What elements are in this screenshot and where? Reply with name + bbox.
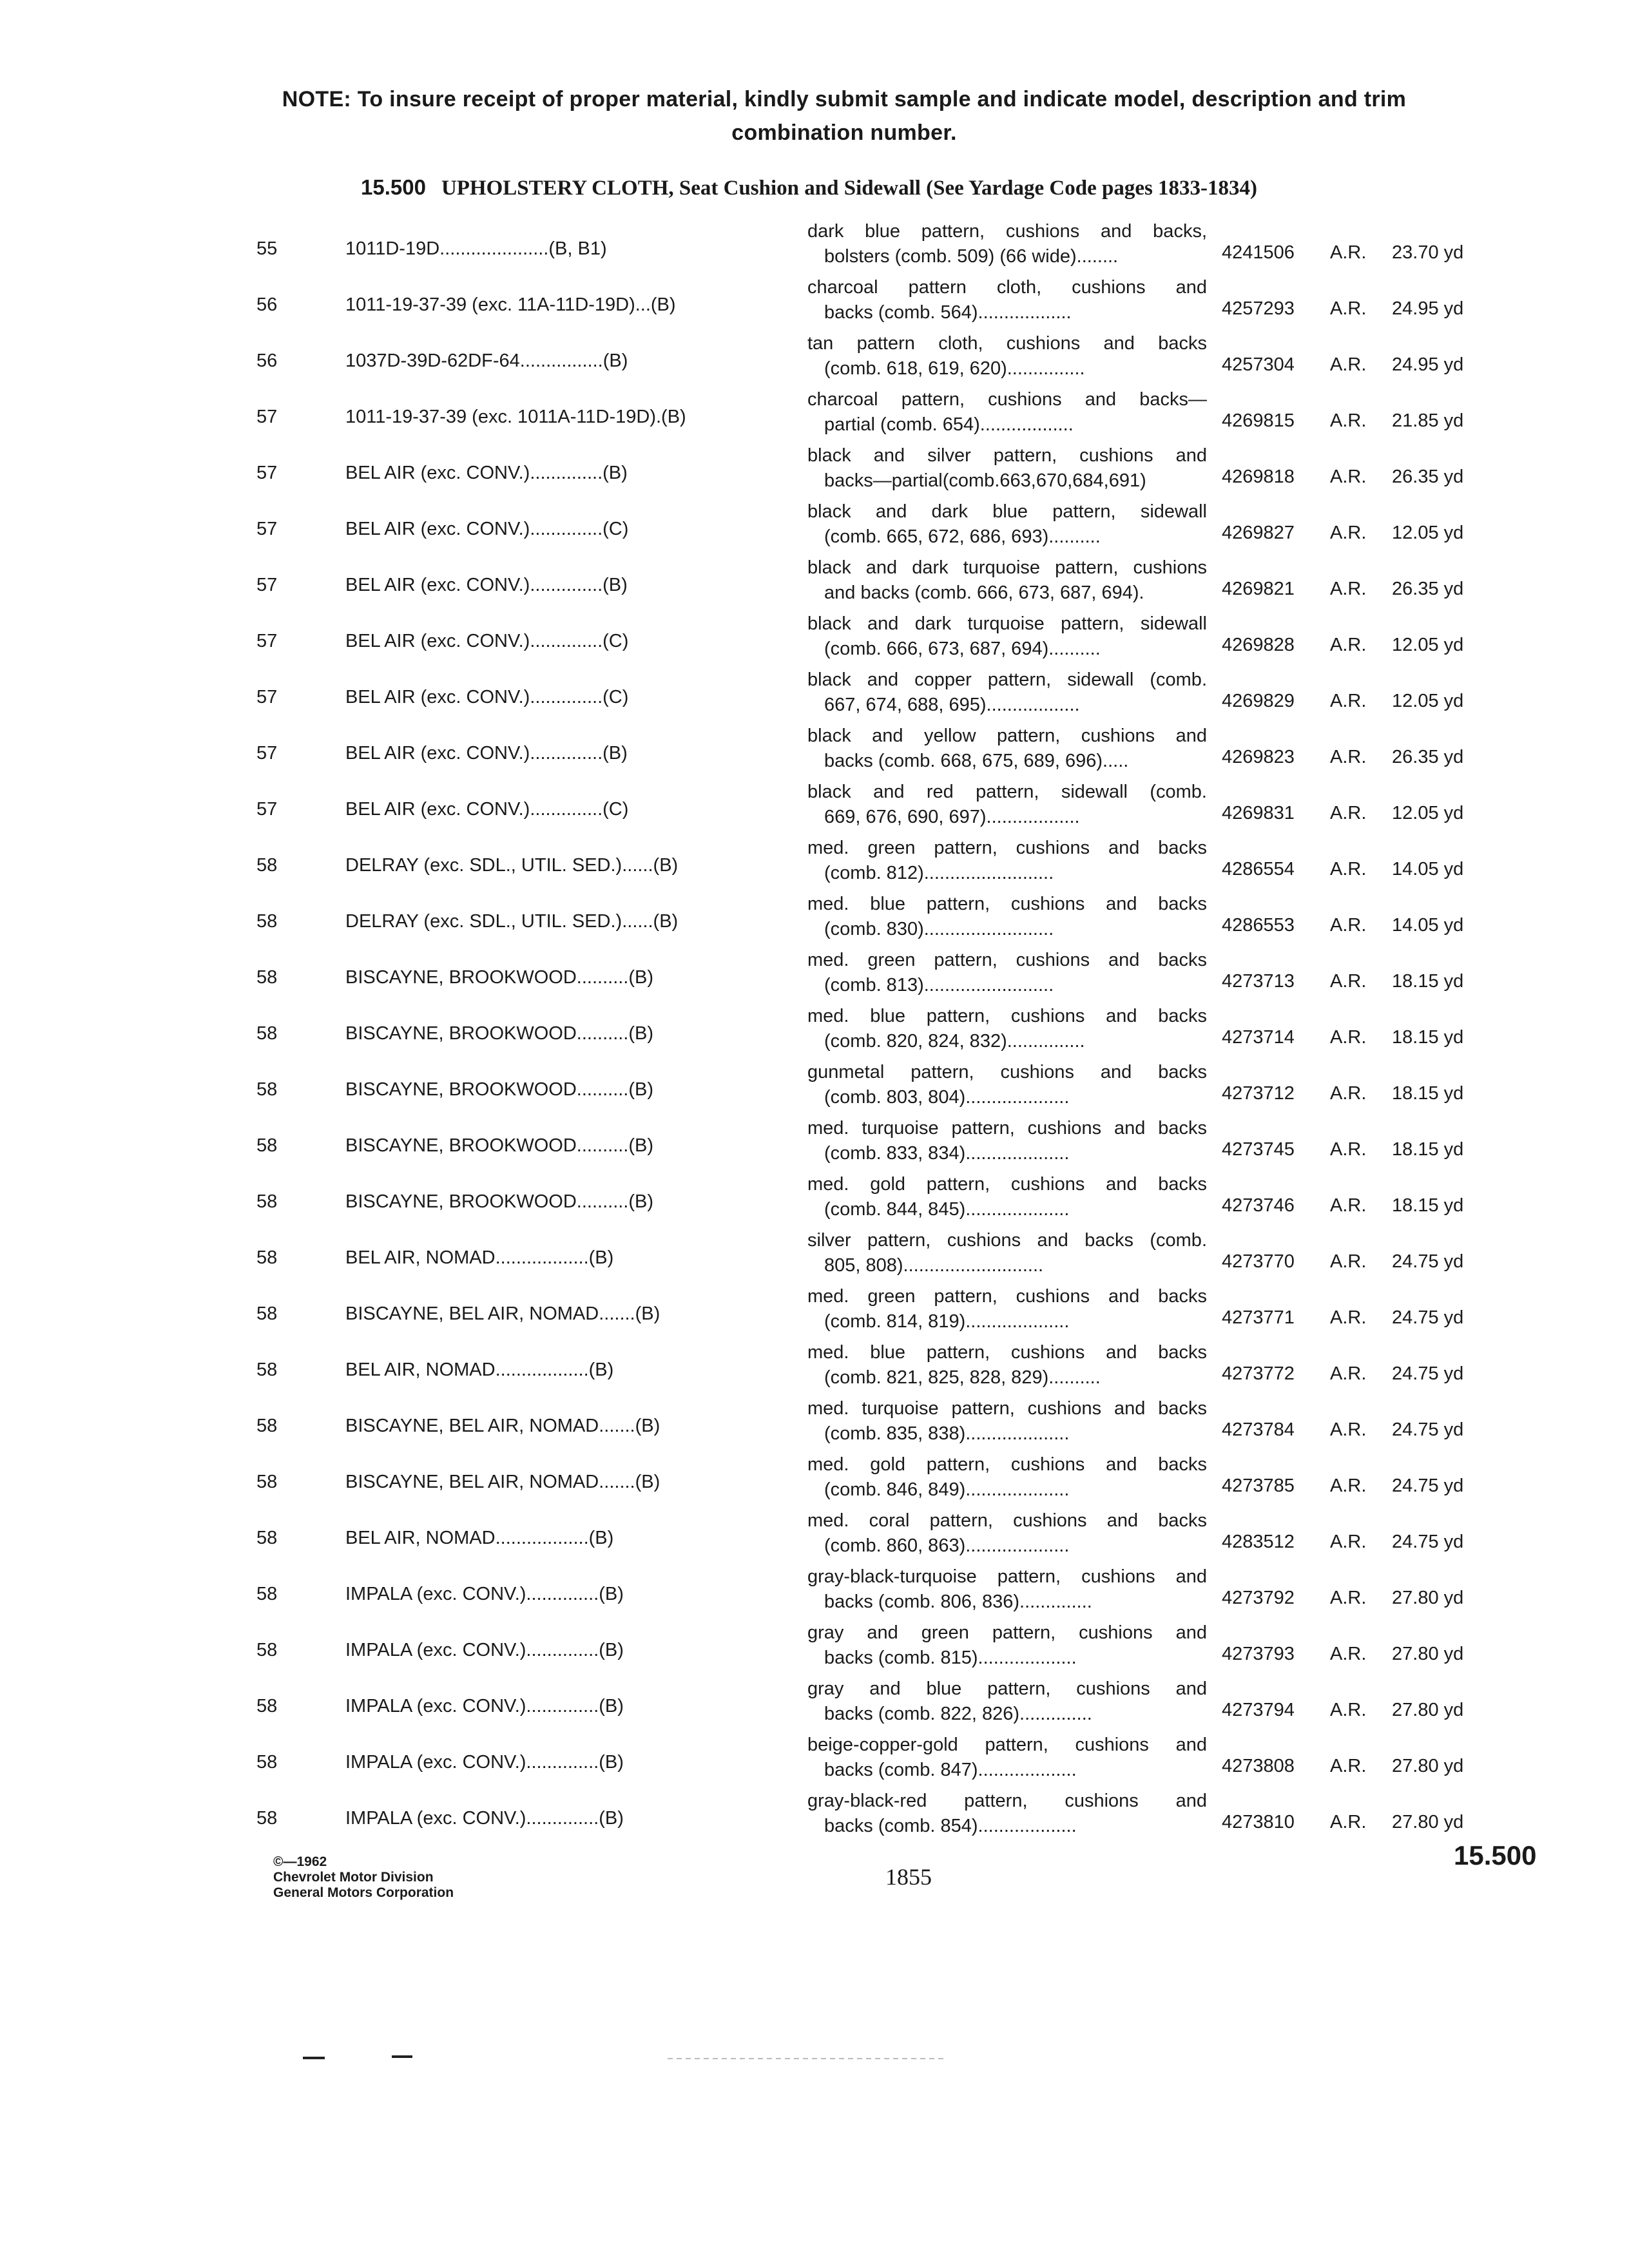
row-description — [807, 780, 1207, 830]
row-model: 1011D-19D.....................(B, B1) — [345, 238, 607, 259]
row-quantity: A.R. — [1330, 242, 1367, 263]
row-part-number: 4273746 — [1222, 1195, 1295, 1216]
row-model: BEL AIR (exc. CONV.)..............(C) — [345, 631, 629, 651]
row-description-line-2: 667, 674, 688, 695).................. — [824, 695, 1080, 715]
row-part-number: 4273771 — [1222, 1307, 1295, 1328]
row-quantity: A.R. — [1330, 635, 1367, 655]
row-description-line-1: beige-copper-gold pattern, cushions and — [807, 1735, 1207, 1755]
row-year: 56 — [256, 294, 278, 315]
row-description-line-1: gray and green pattern, cushions and — [807, 1622, 1207, 1643]
row-description-line-2: backs (comb. 668, 675, 689, 696)..... — [824, 751, 1129, 771]
table-row — [0, 780, 1629, 836]
table-row — [0, 1564, 1629, 1620]
row-description-line-2: (comb. 830)......................... — [824, 919, 1054, 939]
row-part-number: 4269828 — [1222, 635, 1295, 655]
row-price: 18.15 yd — [1392, 1027, 1464, 1048]
row-description-line-2: (comb. 812)......................... — [824, 863, 1054, 883]
row-description — [807, 387, 1207, 437]
row-model: BISCAYNE, BEL AIR, NOMAD.......(B) — [345, 1416, 660, 1436]
row-year: 57 — [256, 799, 278, 820]
row-year: 58 — [256, 1472, 278, 1492]
row-description-line-2: (comb. 618, 619, 620)............... — [824, 358, 1085, 379]
row-description-line-2: 669, 676, 690, 697).................. — [824, 807, 1080, 827]
row-description-line-1: med. turquoise pattern, cushions and backs — [807, 1398, 1207, 1419]
row-model: BEL AIR, NOMAD..................(B) — [345, 1247, 614, 1268]
row-part-number: 4257293 — [1222, 298, 1295, 319]
row-price: 26.35 yd — [1392, 747, 1464, 767]
row-model: DELRAY (exc. SDL., UTIL. SED.)......(B) — [345, 855, 679, 876]
row-model: 1011-19-37-39 (exc. 11A-11D-19D)...(B) — [345, 294, 676, 315]
row-description-line-1: gunmetal pattern, cushions and backs — [807, 1062, 1207, 1082]
row-part-number: 4257304 — [1222, 354, 1295, 375]
row-price: 24.75 yd — [1392, 1307, 1464, 1328]
copyright-block — [273, 1854, 454, 1901]
row-quantity: A.R. — [1330, 579, 1367, 599]
copyright-year: ©—1962 — [273, 1854, 327, 1869]
row-description-line-2: backs (comb. 564).................. — [824, 302, 1072, 323]
row-description — [807, 668, 1207, 718]
parts-list — [0, 219, 1629, 1845]
row-model: BISCAYNE, BROOKWOOD..........(B) — [345, 1191, 654, 1212]
row-description — [807, 1508, 1207, 1559]
row-description — [807, 1004, 1207, 1054]
row-price: 27.80 yd — [1392, 1812, 1464, 1832]
row-model: BISCAYNE, BROOKWOOD..........(B) — [345, 967, 654, 988]
table-row — [0, 387, 1629, 443]
table-row — [0, 1452, 1629, 1508]
row-description-line-1: tan pattern cloth, cushions and backs — [807, 333, 1207, 354]
row-quantity: A.R. — [1330, 1532, 1367, 1552]
table-row — [0, 1228, 1629, 1284]
row-model: DELRAY (exc. SDL., UTIL. SED.)......(B) — [345, 911, 679, 932]
row-description — [807, 499, 1207, 550]
row-description-line-2: partial (comb. 654).................. — [824, 414, 1074, 435]
row-description-line-2: backs (comb. 847)................... — [824, 1760, 1077, 1780]
row-description — [807, 1789, 1207, 1839]
row-part-number: 4269827 — [1222, 523, 1295, 543]
row-quantity: A.R. — [1330, 747, 1367, 767]
row-part-number: 4286554 — [1222, 859, 1295, 879]
row-quantity: A.R. — [1330, 1363, 1367, 1384]
row-quantity: A.R. — [1330, 1027, 1367, 1048]
row-quantity: A.R. — [1330, 1812, 1367, 1832]
row-description-line-2: (comb. 821, 825, 828, 829).......... — [824, 1367, 1101, 1388]
row-description — [807, 219, 1207, 269]
row-model: BEL AIR (exc. CONV.)..............(B) — [345, 743, 628, 764]
row-price: 14.05 yd — [1392, 915, 1464, 936]
table-row — [0, 724, 1629, 780]
row-year: 58 — [256, 1135, 278, 1156]
row-year: 57 — [256, 463, 278, 483]
row-description-line-1: black and dark turquoise pattern, cushions — [807, 557, 1207, 578]
row-model: BEL AIR (exc. CONV.)..............(C) — [345, 519, 629, 539]
row-year: 58 — [256, 855, 278, 876]
row-description — [807, 1172, 1207, 1222]
row-year: 58 — [256, 1079, 278, 1100]
row-description — [807, 836, 1207, 886]
row-price: 24.95 yd — [1392, 298, 1464, 319]
row-quantity: A.R. — [1330, 466, 1367, 487]
row-model: BEL AIR, NOMAD..................(B) — [345, 1360, 614, 1380]
row-price: 24.75 yd — [1392, 1532, 1464, 1552]
row-price: 18.15 yd — [1392, 1195, 1464, 1216]
table-row — [0, 1733, 1629, 1789]
row-description — [807, 1116, 1207, 1166]
row-part-number: 4273792 — [1222, 1588, 1295, 1608]
row-description — [807, 331, 1207, 381]
table-row — [0, 1004, 1629, 1060]
row-year: 58 — [256, 1247, 278, 1268]
row-model: IMPALA (exc. CONV.)..............(B) — [345, 1584, 624, 1604]
row-model: BISCAYNE, BROOKWOOD..........(B) — [345, 1079, 654, 1100]
row-description-line-1: med. green pattern, cushions and backs — [807, 950, 1207, 970]
table-row — [0, 1284, 1629, 1340]
row-description-line-1: med. blue pattern, cushions and backs — [807, 1006, 1207, 1026]
row-quantity: A.R. — [1330, 1588, 1367, 1608]
row-quantity: A.R. — [1330, 859, 1367, 879]
row-part-number: 4269815 — [1222, 410, 1295, 431]
row-description-line-1: med. gold pattern, cushions and backs — [807, 1454, 1207, 1475]
row-description-line-2: (comb. 820, 824, 832)............... — [824, 1031, 1085, 1052]
row-year: 57 — [256, 743, 278, 764]
page-number: 1855 — [885, 1864, 932, 1890]
section-number-footer: 15.500 — [1454, 1840, 1537, 1870]
row-description-line-2: (comb. 833, 834).................... — [824, 1143, 1070, 1164]
row-part-number: 4273785 — [1222, 1475, 1295, 1496]
row-part-number: 4273793 — [1222, 1644, 1295, 1664]
row-part-number: 4273712 — [1222, 1083, 1295, 1104]
row-description-line-2: backs (comb. 854)................... — [824, 1816, 1077, 1836]
row-price: 12.05 yd — [1392, 691, 1464, 711]
row-price: 12.05 yd — [1392, 635, 1464, 655]
row-price: 18.15 yd — [1392, 1139, 1464, 1160]
row-quantity: A.R. — [1330, 803, 1367, 823]
row-price: 21.85 yd — [1392, 410, 1464, 431]
row-description — [807, 443, 1207, 494]
row-description-line-1: med. blue pattern, cushions and backs — [807, 894, 1207, 914]
row-description-line-1: gray-black-red pattern, cushions and — [807, 1791, 1207, 1811]
row-part-number: 4273714 — [1222, 1027, 1295, 1048]
row-description — [807, 1677, 1207, 1727]
publisher-division: Chevrolet Motor Division — [273, 1870, 434, 1885]
row-description-line-1: black and copper pattern, sidewall (comb. — [807, 669, 1207, 690]
row-description — [807, 1452, 1207, 1503]
row-model: BISCAYNE, BROOKWOOD..........(B) — [345, 1135, 654, 1156]
row-description-line-2: backs (comb. 815)................... — [824, 1648, 1077, 1668]
section-heading-number: 15.500 — [361, 175, 426, 199]
table-row — [0, 555, 1629, 611]
table-row — [0, 1172, 1629, 1228]
row-quantity: A.R. — [1330, 410, 1367, 431]
row-model: IMPALA (exc. CONV.)..............(B) — [345, 1640, 624, 1660]
row-quantity: A.R. — [1330, 1195, 1367, 1216]
row-description — [807, 1284, 1207, 1334]
row-description-line-1: charcoal pattern cloth, cushions and — [807, 277, 1207, 298]
row-quantity: A.R. — [1330, 523, 1367, 543]
row-model: BISCAYNE, BEL AIR, NOMAD.......(B) — [345, 1303, 660, 1324]
row-year: 58 — [256, 1752, 278, 1773]
row-year: 58 — [256, 967, 278, 988]
row-price: 27.80 yd — [1392, 1756, 1464, 1776]
table-row — [0, 611, 1629, 668]
row-quantity: A.R. — [1330, 354, 1367, 375]
row-year: 58 — [256, 1528, 278, 1548]
row-description-line-2: (comb. 835, 838).................... — [824, 1423, 1070, 1444]
row-model: BEL AIR (exc. CONV.)..............(B) — [345, 575, 628, 595]
table-row — [0, 443, 1629, 499]
row-model: BISCAYNE, BEL AIR, NOMAD.......(B) — [345, 1472, 660, 1492]
row-year: 58 — [256, 1640, 278, 1660]
row-description-line-1: black and yellow pattern, cushions and — [807, 726, 1207, 746]
table-row — [0, 1677, 1629, 1733]
row-year: 57 — [256, 407, 278, 427]
row-part-number: 4273794 — [1222, 1700, 1295, 1720]
row-part-number: 4241506 — [1222, 242, 1295, 263]
row-year: 58 — [256, 911, 278, 932]
row-description-line-2: (comb. 666, 673, 687, 694).......... — [824, 639, 1101, 659]
row-description — [807, 275, 1207, 325]
row-description — [807, 555, 1207, 606]
table-row — [0, 1340, 1629, 1396]
row-part-number: 4273745 — [1222, 1139, 1295, 1160]
row-model: IMPALA (exc. CONV.)..............(B) — [345, 1752, 624, 1773]
row-description-line-1: black and dark blue pattern, sidewall — [807, 501, 1207, 522]
row-description-line-2: backs (comb. 806, 836).............. — [824, 1591, 1092, 1612]
row-description-line-2: (comb. 846, 849).................... — [824, 1479, 1070, 1500]
row-quantity: A.R. — [1330, 1475, 1367, 1496]
row-part-number: 4273808 — [1222, 1756, 1295, 1776]
row-price: 27.80 yd — [1392, 1588, 1464, 1608]
row-description-line-1: med. coral pattern, cushions and backs — [807, 1510, 1207, 1531]
row-quantity: A.R. — [1330, 1756, 1367, 1776]
row-description — [807, 1340, 1207, 1390]
row-description-line-1: black and dark turquoise pattern, sidewall — [807, 613, 1207, 634]
row-description — [807, 611, 1207, 662]
row-description — [807, 1733, 1207, 1783]
table-row — [0, 275, 1629, 331]
row-year: 58 — [256, 1303, 278, 1324]
row-year: 57 — [256, 575, 278, 595]
row-description-line-1: med. green pattern, cushions and backs — [807, 838, 1207, 858]
row-model: IMPALA (exc. CONV.)..............(B) — [345, 1808, 624, 1829]
row-quantity: A.R. — [1330, 1419, 1367, 1440]
row-year: 58 — [256, 1808, 278, 1829]
row-year: 58 — [256, 1584, 278, 1604]
table-row — [0, 892, 1629, 948]
table-row — [0, 668, 1629, 724]
row-price: 27.80 yd — [1392, 1700, 1464, 1720]
row-price: 18.15 yd — [1392, 971, 1464, 992]
row-description-line-2: (comb. 813)......................... — [824, 975, 1054, 995]
row-year: 58 — [256, 1416, 278, 1436]
table-row — [0, 1116, 1629, 1172]
row-description-line-2: (comb. 844, 845).................... — [824, 1199, 1070, 1220]
row-price: 24.75 yd — [1392, 1363, 1464, 1384]
row-model: BEL AIR, NOMAD..................(B) — [345, 1528, 614, 1548]
row-model: BISCAYNE, BROOKWOOD..........(B) — [345, 1023, 654, 1044]
row-part-number: 4269818 — [1222, 466, 1295, 487]
row-description-line-2: (comb. 860, 863).................... — [824, 1535, 1070, 1556]
table-row — [0, 836, 1629, 892]
row-model: 1011-19-37-39 (exc. 1011A-11D-19D).(B) — [345, 407, 686, 427]
row-year: 57 — [256, 519, 278, 539]
row-model: 1037D-39D-62DF-64................(B) — [345, 351, 628, 371]
row-part-number: 4283512 — [1222, 1532, 1295, 1552]
row-quantity: A.R. — [1330, 1083, 1367, 1104]
row-description-line-1: charcoal pattern, cushions and backs— — [807, 389, 1207, 410]
row-description — [807, 1396, 1207, 1446]
row-year: 55 — [256, 238, 278, 259]
row-part-number: 4269823 — [1222, 747, 1295, 767]
row-description — [807, 1620, 1207, 1671]
row-description-line-1: med. green pattern, cushions and backs — [807, 1286, 1207, 1307]
row-description — [807, 1060, 1207, 1110]
scan-mark — [303, 2057, 325, 2059]
row-description — [807, 1564, 1207, 1615]
row-description-line-2: backs—partial(comb.663,670,684,691) — [824, 470, 1146, 491]
table-row — [0, 948, 1629, 1004]
row-part-number: 4269821 — [1222, 579, 1295, 599]
row-quantity: A.R. — [1330, 298, 1367, 319]
row-quantity: A.R. — [1330, 1139, 1367, 1160]
row-quantity: A.R. — [1330, 1251, 1367, 1272]
row-price: 27.80 yd — [1392, 1644, 1464, 1664]
row-description-line-2: 805, 808)........................... — [824, 1255, 1044, 1276]
row-description-line-1: med. blue pattern, cushions and backs — [807, 1342, 1207, 1363]
table-row — [0, 1396, 1629, 1452]
note-text: NOTE: To insure receipt of proper material, kindly submit sample and indicate model, description and trim combination number. — [282, 87, 1407, 145]
row-description-line-1: gray and blue pattern, cushions and — [807, 1678, 1207, 1699]
row-part-number: 4269829 — [1222, 691, 1295, 711]
row-price: 24.75 yd — [1392, 1475, 1464, 1496]
row-part-number: 4273784 — [1222, 1419, 1295, 1440]
row-price: 18.15 yd — [1392, 1083, 1464, 1104]
row-model: IMPALA (exc. CONV.)..............(B) — [345, 1696, 624, 1716]
row-part-number: 4286553 — [1222, 915, 1295, 936]
row-part-number: 4273770 — [1222, 1251, 1295, 1272]
row-description-line-1: med. gold pattern, cushions and backs — [807, 1174, 1207, 1195]
row-description-line-2: (comb. 803, 804).................... — [824, 1087, 1070, 1108]
publisher-corporation: General Motors Corporation — [273, 1885, 454, 1900]
row-model: BEL AIR (exc. CONV.)..............(C) — [345, 687, 629, 707]
row-description — [807, 892, 1207, 942]
row-year: 58 — [256, 1696, 278, 1716]
row-year: 57 — [256, 631, 278, 651]
row-description-line-2: (comb. 814, 819).................... — [824, 1311, 1070, 1332]
row-price: 23.70 yd — [1392, 242, 1464, 263]
row-description-line-1: dark blue pattern, cushions and backs, — [807, 221, 1207, 242]
row-description-line-1: silver pattern, cushions and backs (comb. — [807, 1230, 1207, 1251]
row-price: 12.05 yd — [1392, 523, 1464, 543]
row-description-line-2: and backs (comb. 666, 673, 687, 694). — [824, 582, 1144, 603]
row-quantity: A.R. — [1330, 1307, 1367, 1328]
row-year: 56 — [256, 351, 278, 371]
row-part-number: 4269831 — [1222, 803, 1295, 823]
table-row — [0, 1508, 1629, 1564]
row-price: 12.05 yd — [1392, 803, 1464, 823]
row-price: 24.95 yd — [1392, 354, 1464, 375]
row-year: 57 — [256, 687, 278, 707]
row-price: 26.35 yd — [1392, 466, 1464, 487]
row-quantity: A.R. — [1330, 691, 1367, 711]
row-year: 58 — [256, 1191, 278, 1212]
row-description-line-2: (comb. 665, 672, 686, 693).......... — [824, 526, 1101, 547]
row-quantity: A.R. — [1330, 1644, 1367, 1664]
table-row — [0, 1060, 1629, 1116]
row-description-line-1: med. turquoise pattern, cushions and backs — [807, 1118, 1207, 1139]
table-row — [0, 1620, 1629, 1677]
row-quantity: A.R. — [1330, 1700, 1367, 1720]
row-quantity: A.R. — [1330, 971, 1367, 992]
row-part-number: 4273772 — [1222, 1363, 1295, 1384]
row-part-number: 4273713 — [1222, 971, 1295, 992]
row-price: 26.35 yd — [1392, 579, 1464, 599]
row-description-line-2: backs (comb. 822, 826).............. — [824, 1704, 1092, 1724]
table-row — [0, 219, 1629, 275]
scan-mark — [392, 2055, 412, 2058]
row-description — [807, 948, 1207, 998]
row-model: BEL AIR (exc. CONV.)..............(B) — [345, 463, 628, 483]
row-description-line-2: bolsters (comb. 509) (66 wide)........ — [824, 246, 1119, 267]
row-description-line-1: black and silver pattern, cushions and — [807, 445, 1207, 466]
row-description-line-1: black and red pattern, sidewall (comb. — [807, 782, 1207, 802]
scan-dotted-line — [668, 2058, 945, 2059]
row-description-line-1: gray-black-turquoise pattern, cushions and — [807, 1566, 1207, 1587]
row-price: 14.05 yd — [1392, 859, 1464, 879]
section-heading-title: UPHOLSTERY CLOTH, Seat Cushion and Sidewall (See Yardage Code pages 1833-1834) — [441, 177, 1258, 200]
row-description — [807, 724, 1207, 774]
table-row — [0, 499, 1629, 555]
row-model: BEL AIR (exc. CONV.)..............(C) — [345, 799, 629, 820]
row-year: 58 — [256, 1360, 278, 1380]
row-description — [807, 1228, 1207, 1278]
section-heading — [361, 175, 1456, 200]
table-row — [0, 1789, 1629, 1845]
row-price: 24.75 yd — [1392, 1251, 1464, 1272]
row-part-number: 4273810 — [1222, 1812, 1295, 1832]
row-price: 24.75 yd — [1392, 1419, 1464, 1440]
table-row — [0, 331, 1629, 387]
row-year: 58 — [256, 1023, 278, 1044]
row-quantity: A.R. — [1330, 915, 1367, 936]
